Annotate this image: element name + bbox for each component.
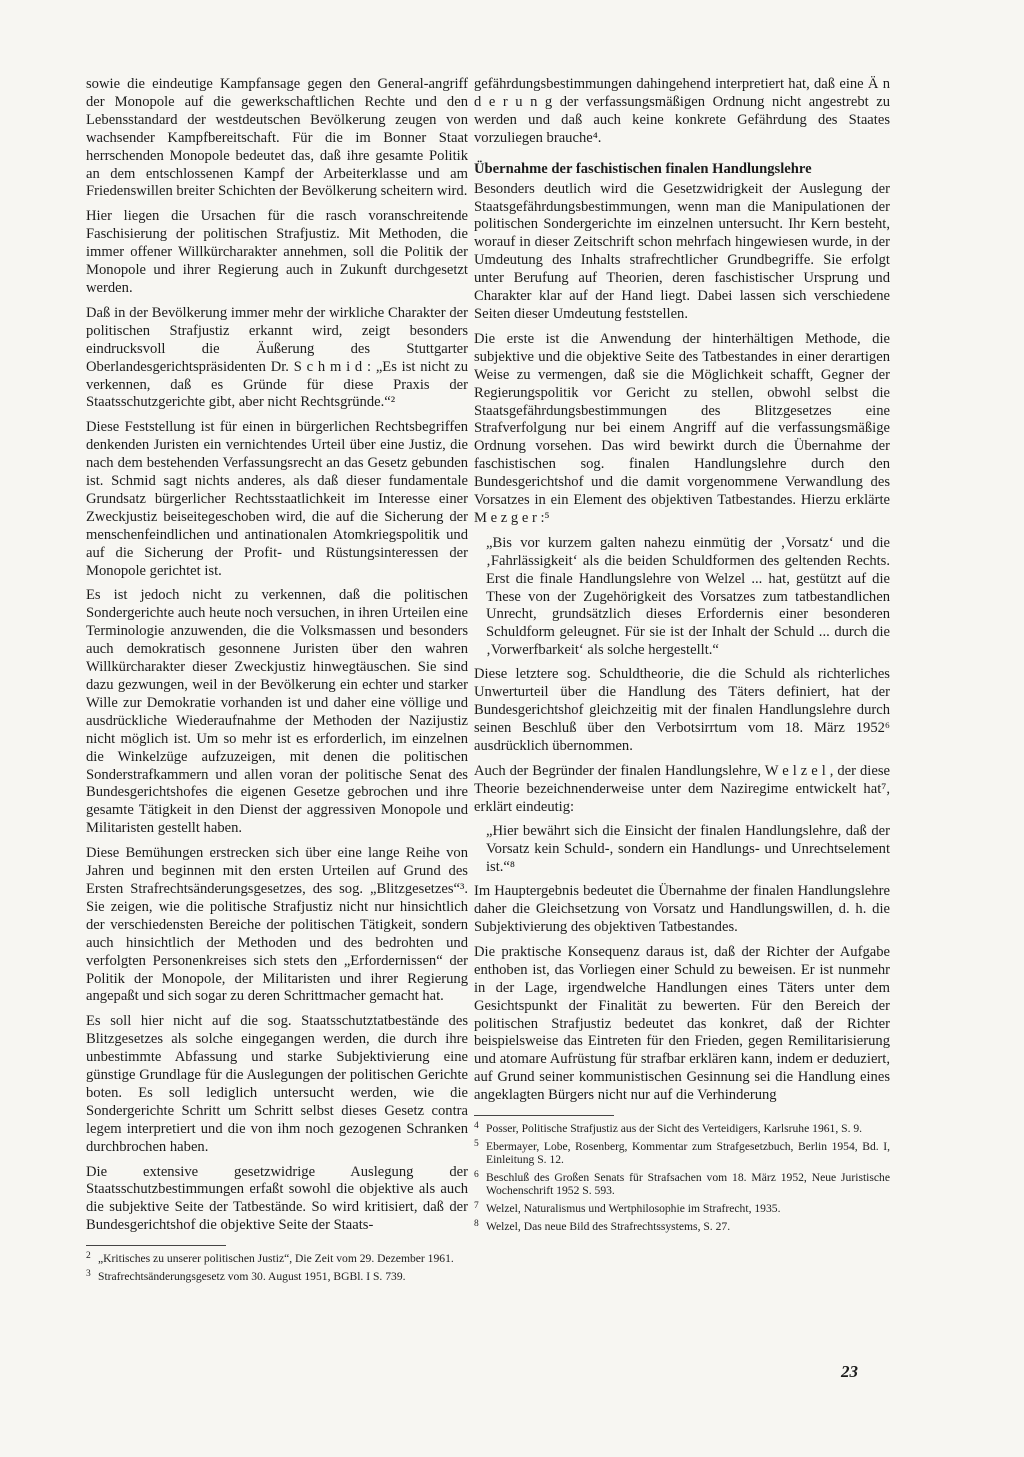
paragraph: Auch der Begründer der finalen Handlungslehre, W e l z e l , der diese Theorie bezeichnenderweise unter dem Naziregime entwickelt hat⁷, erklärt eindeutig: [474,762,890,815]
section-heading: Übernahme der faschistischen finalen Handlungslehre [474,160,812,177]
footnote-text: Welzel, Naturalismus und Wertphilosophie im Strafrecht, 1935. [486,1202,781,1215]
footnote-number: 6 [474,1169,479,1180]
footnote-text: Beschluß des Großen Senats für Strafsachen vom 18. März 1952, Neue Juristische Wochenschrift 1952 S. 593. [486,1170,890,1198]
page-number: 23 [841,1362,858,1381]
footnote [86,1270,468,1284]
footnotes-right [474,1122,890,1233]
paragraph: Die praktische Konsequenz daraus ist, daß der Richter der Aufgabe enthoben ist, das Vorliegen einer Schuld zu beweisen. Er ist nunmehr in der Lage, irgendwelche Handlungen eines Täters unter dem Gesichtspunkt der Finalität zu bewerten. Für den Bereich der politischen Strafjustiz bedeutet das konkret, daß der Richter beispielsweise das Eintreten für den Frieden, gegen Remilitarisierung und atomare Aufrüstung für strafbar erklären kann, indem er deduziert, auf Grund seiner kommunistischen Gesinnung sei die Handlung eines angeklagten Bürgers nicht nur auf die Verhinderung [474,943,890,1104]
paragraph: Die erste ist die Anwendung der hinterhältigen Methode, die subjektive und die objektive Seite des Tatbestandes in einer derartigen Weise zu vermengen, daß sie die Möglichkeit schafft, Gegner der Regierungspolitik vor Gericht zu stellen, obwohl selbst die Staatsgefährdungsbestimmungen des Blitzgesetzes eine Strafverfolgung nur bei einem Angriff auf die verfassungsmäßige Ordnung vorsehen. Das wird bewirkt durch die Übernahme der faschistischen sog. finalen Handlungslehre durch den Bundesgerichtshof und die damit vorgenommene Verwandlung des Vorsatzes in ein Element des objektiven Tatbestandes. Hierzu erklärte M e z g e r :⁵ [474,330,890,526]
quote-text: „Bis vor kurzem galten nahezu einmütig der ‚Vorsatz‘ und die ‚Fahrlässigkeit‘ als die beiden Schuldformen des geltenden Rechts. Erst die finale Handlungslehre von Welzel ... hat, gestützt auf die These von der Zugehörigkeit des Vorsatzes zum tatbestandlichen Unrecht, grundsätzlich dieses Erfordernis einer besonderen Schuldform geleugnet. Für sie ist der Inhalt der Schuld ... durch die ‚Vorwerfbarkeit‘ als solche hergestellt.“ [486,534,890,659]
footnote-number: 3 [86,1268,91,1279]
paragraph: Es soll hier nicht auf die sog. Staatsschutztatbestände des Blitzgesetzes als solche eingegangen werden, die durch ihre unbestimmte Abfassung und starke Subjektivierung eine günstige Grundlage für die Auslegungen der politischen Gerichte boten. Es soll lediglich untersucht werden, wie die Sondergerichte Schritt um Schritt selbst dieses Gesetz contra legem interpretiert und die von ihm noch gezogenen Schranken durchbrochen haben. [86,1013,468,1155]
paragraph: Die extensive gesetzwidrige Auslegung der Staatsschutzbestimmungen erfaßt sowohl die objektive als auch die subjektive Seite der Tatbestände. So wird kritisiert, daß der Bundesgerichtshof die objektive Seite der Staats- [86,1163,468,1234]
footnote-text: Strafrechtsänderungsgesetz vom 30. August 1951, BGBl. I S. 739. [98,1269,406,1283]
footnotes-left [86,1252,468,1283]
paragraph: Daß in der Bevölkerung immer mehr der wirkliche Charakter der politischen Strafjustiz erkannt wird, zeigt besonders eindrucksvoll die Äußerung des Stuttgarter Oberlandesgerichtspräsidenten Dr. S c h m i d : „Es ist nicht zu verkennen, daß es Gründe für diese Praxis der Staatsschutzgerichte gibt, aber nicht Rechtsgründe.“² [86,304,468,411]
footnote-divider [474,1115,614,1116]
footnote-text: „Kritisches zu unserer politischen Justiz“, Die Zeit vom 29. Dezember 1961. [98,1252,454,1266]
right-column [474,76,890,1237]
footnote [474,1122,890,1136]
footnote-text: Welzel, Das neue Bild des Strafrechtssystems, S. 27. [486,1219,731,1233]
paragraph: Im Hauptergebnis bedeutet die Übernahme der finalen Handlungslehre daher die Gleichsetzung von Vorsatz und Handlungswillen, d. h. die Subjektivierung des objektiven Tatbestandes. [474,883,890,935]
paragraph: Diese letztere sog. Schuldtheorie, die die Schuld als richterliches Unwerturteil über die Handlung des Täters definiert, hat der Bundesgerichtshof gleichzeitig mit der finalen Handlungslehre durch seinen Beschluß über den Verbotsirrtum vom 18. März 1952⁶ ausdrücklich übernommen. [474,666,890,754]
block-quote [486,823,890,877]
paragraph: Diese Bemühungen erstrecken sich über eine lange Reihe von Jahren und beginnen mit den ersten Urteilen auf Grund des Ersten Strafrechtsänderungsgesetzes, des sog. „Blitzgesetzes“³. Sie zeigen, wie die politische Strafjustiz nicht nur hinsichtlich der verschiedensten Bereiche der politischen Tätigkeit, sondern auch hinsichtlich der Methoden und des bedrohten und verfolgten Personenkreises sich stets den „Erfordernissen“ der Politik der Monopole, der Militaristen und ihrer Regierung angepaßt und sich sogar zu deren Schrittmacher gemacht hat. [86,845,468,1005]
footnote-number: 4 [474,1121,479,1132]
paragraph: Diese Feststellung ist für einen in bürgerlichen Rechtsbegriffen denkenden Juristen ein vernichtendes Urteil über eine Justiz, die nach dem bestehenden Verfassungsrecht an das Gesetz gebunden ist. Schmid sagt nichts anderes, als daß dieser fundamentale Grundsatz bürgerlicher Rechtsstaatlichkeit im Interesse einer Zweckjustiz beiseitegeschoben wird, die auf die Sicherung der menschenfeindlichen und antinationalen Atomkriegspolitik und auf die Sicherung der Profit- und Rüstungsinteressen der Monopole gerichtet ist. [86,419,468,579]
paragraph: Es ist jedoch nicht zu verkennen, daß die politischen Sondergerichte auch heute noch versuchen, in ihren Urteilen eine Terminologie anzuwenden, die die Volksmassen und besonders auch demokratisch gesonnene Juristen über den wahren Willkürcharakter dieser Zweckjustiz hinwegtäuschen. Sie sind dazu gezwungen, weil in der Bevölkerung ein echter und starker Wille zur Demokratie vorhanden ist und daher eine völlige und ausdrückliche Wiederaufnahme der Methoden der Nazijustiz nicht möglich ist. Um so mehr ist es erforderlich, im einzelnen die Winkelzüge aufzuzeigen, mit denen die politischen Sonderstrafkammern und allen voran der politische Senat des Bundesgerichtshofes die eigenen Gesetze gebrochen und ihre gesamte Tätigkeit in den Dienst der aggressiven Monopole und Militaristen gestellt haben. [86,587,468,837]
quote-text: „Hier bewährt sich die Einsicht der finalen Handlungslehre, daß der Vorsatz kein Schuld-, sondern ein Handlungs- und Unrechtselement ist.“⁸ [486,823,890,876]
block-quote [486,535,890,660]
paragraph: sowie die eindeutige Kampfansage gegen den General-angriff der Monopole auf die gewerkschaftlichen Rechte und den Lebensstandard der westdeutschen Bevölkerung zeugen von wachsender Kampfbereitschaft. Für die im Bonner Staat herrschenden Monopole bedeutet das, daß ihre gesamte Politik an dem entschlossenen Kampf der Arbeiterklasse und am Friedenswillen breiter Schichten der Bevölkerung scheitern wird. [86,76,468,200]
footnote [474,1220,890,1234]
footnote-number: 7 [474,1201,479,1211]
footnote [86,1252,468,1266]
footnote [474,1171,890,1198]
footnote [474,1202,890,1216]
paragraph: Besonders deutlich wird die Gesetzwidrigkeit der Auslegung der Staatsgefährdungsbestimmungen, wenn man die Manipulationen der politischen Sondergerichte im einzelnen untersucht. Ihr Kern besteht, worauf in dieser Zeitschrift schon mehrfach hingewiesen wurde, in der Umdeutung des Inhalts strafrechtlicher Grundbegriffe. Sie erfolgt unter Berufung auf Theorien, deren faschistischer Ursprung und Charakter klar auf der Hand liegt. Dabei lassen sich verschiedene Seiten dieser Umdeutung feststellen. [474,180,890,322]
paragraph: Hier liegen die Ursachen für die rasch voranschreitende Faschisierung der politischen Strafjustiz. Mit Methoden, die immer offener Willkürcharakter annehmen, soll die Politik der Monopole und ihrer Regierung auch in Zukunft durchgesetzt werden. [86,208,468,296]
paragraph: gefährdungsbestimmungen dahingehend interpretiert hat, daß eine Ä n d e r u n g der verfassungsmäßigen Ordnung nicht angestrebt zu werden und daß auch keine konkrete Gefährdung des Staates vorzuliegen brauche⁴. [474,76,890,146]
footnote-number: 2 [86,1251,91,1262]
footnote-text: Ebermayer, Lobe, Rosenberg, Kommentar zum Strafgesetzbuch, Berlin 1954, Bd. I, Einleitung S. 12. [486,1139,890,1167]
left-column [86,76,468,1287]
footnote-number: 5 [474,1138,479,1149]
footnote-divider [86,1245,226,1246]
footnote [474,1140,890,1167]
footnote-number: 8 [474,1218,479,1229]
footnote-text: Posser, Politische Strafjustiz aus der Sicht des Verteidigers, Karlsruhe 1961, S. 9. [486,1122,863,1136]
